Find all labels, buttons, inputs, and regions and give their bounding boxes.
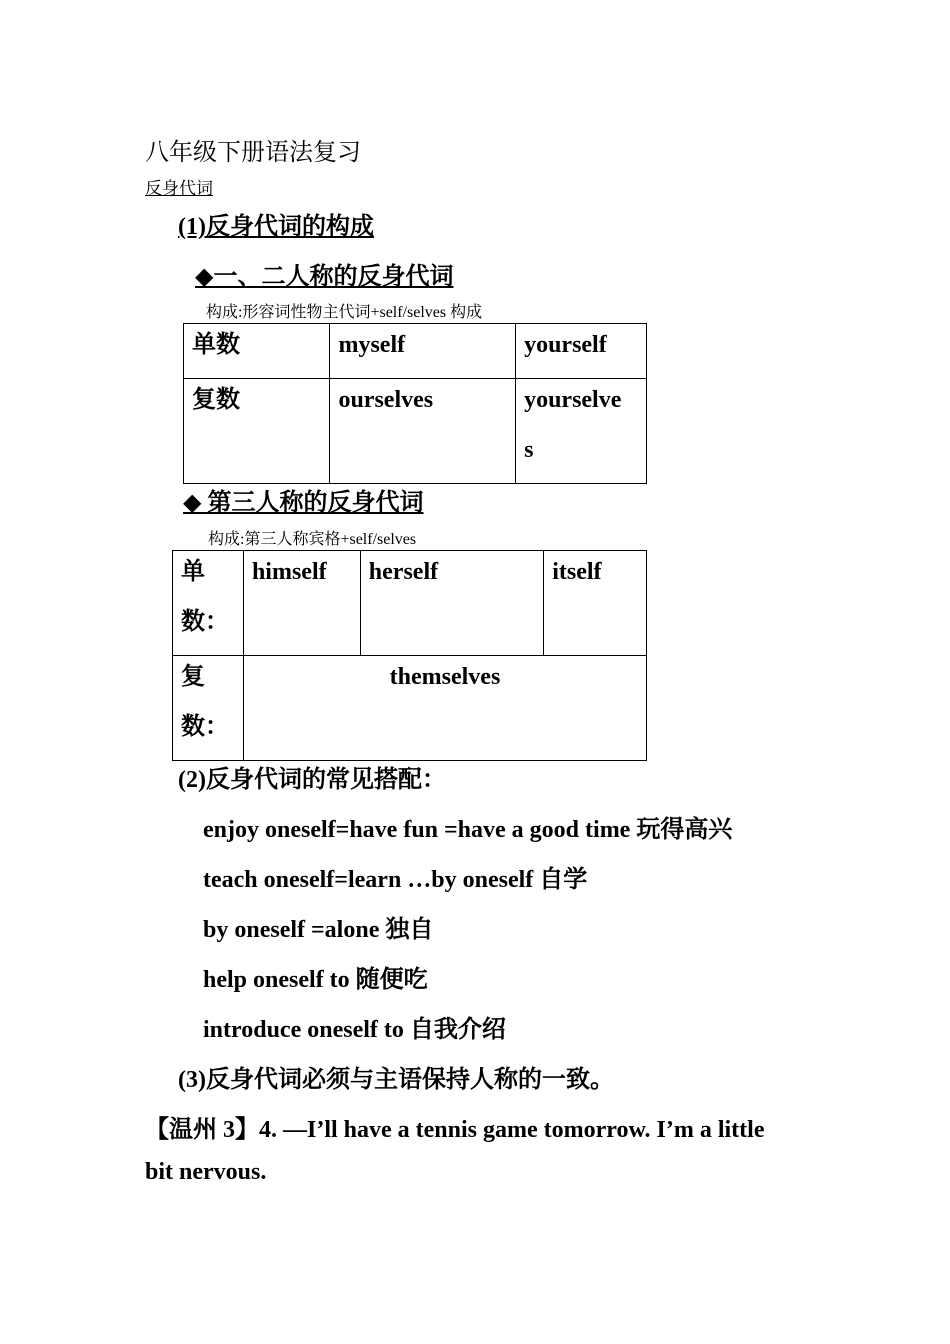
row-label-singular: 单 数： (181, 559, 229, 635)
section-subtitle: 反身代词 (145, 179, 213, 198)
table-row (184, 379, 647, 484)
row-label-singular: 单数 (192, 332, 240, 358)
question-line-2: bit nervous. (145, 1159, 267, 1185)
cell-herself: herself (368, 559, 439, 585)
part-b-heading: ◆ 第三人称的反身代词 (183, 490, 424, 516)
third-person-table (172, 550, 647, 761)
cell-yourself: yourself (524, 332, 607, 358)
list-item: enjoy oneself=have fun =have a good time 玩得高兴 (203, 817, 733, 843)
cell-ourselves: ourselves (338, 387, 434, 413)
list-item: by oneself =alone 独自 (203, 917, 434, 943)
section1-heading: (1)反身代词的构成 (178, 214, 374, 240)
cell-itself: itself (552, 559, 602, 585)
row-label-plural: 复 数： (181, 664, 229, 740)
cell-yourselves-line1: yourselve (524, 387, 622, 413)
list-item: teach oneself=learn …by oneself 自学 (203, 867, 588, 893)
cell-himself: himself (251, 559, 327, 585)
cell-myself: myself (338, 332, 406, 358)
part-a-heading: ◆一、二人称的反身代词 (195, 264, 454, 290)
table-row (173, 551, 647, 656)
first-second-person-table (183, 323, 647, 484)
list-item: help oneself to 随便吃 (203, 967, 428, 993)
table-row (184, 324, 647, 379)
cell-themselves: themselves (389, 664, 501, 690)
row-label-plural: 复数 (192, 387, 240, 413)
cell-yourselves-line2: s (524, 437, 534, 463)
part-a-note: 构成:形容词性物主代词+self/selves 构成 (206, 304, 483, 321)
table-row (173, 656, 647, 761)
page-title: 八年级下册语法复习 (145, 140, 361, 166)
list-item: introduce oneself to 自我介绍 (203, 1017, 506, 1043)
section2-heading: (2)反身代词的常见搭配： (178, 767, 446, 793)
cell-yourselves (524, 375, 638, 475)
section3-heading: (3)反身代词必须与主语保持人称的一致。 (178, 1067, 614, 1093)
part-b-note: 构成:第三人称宾格+self/selves (208, 531, 417, 548)
question-line-1: 【温州 3】4. —I’ll have a tennis game tomorrow. I’m a little (145, 1117, 765, 1143)
